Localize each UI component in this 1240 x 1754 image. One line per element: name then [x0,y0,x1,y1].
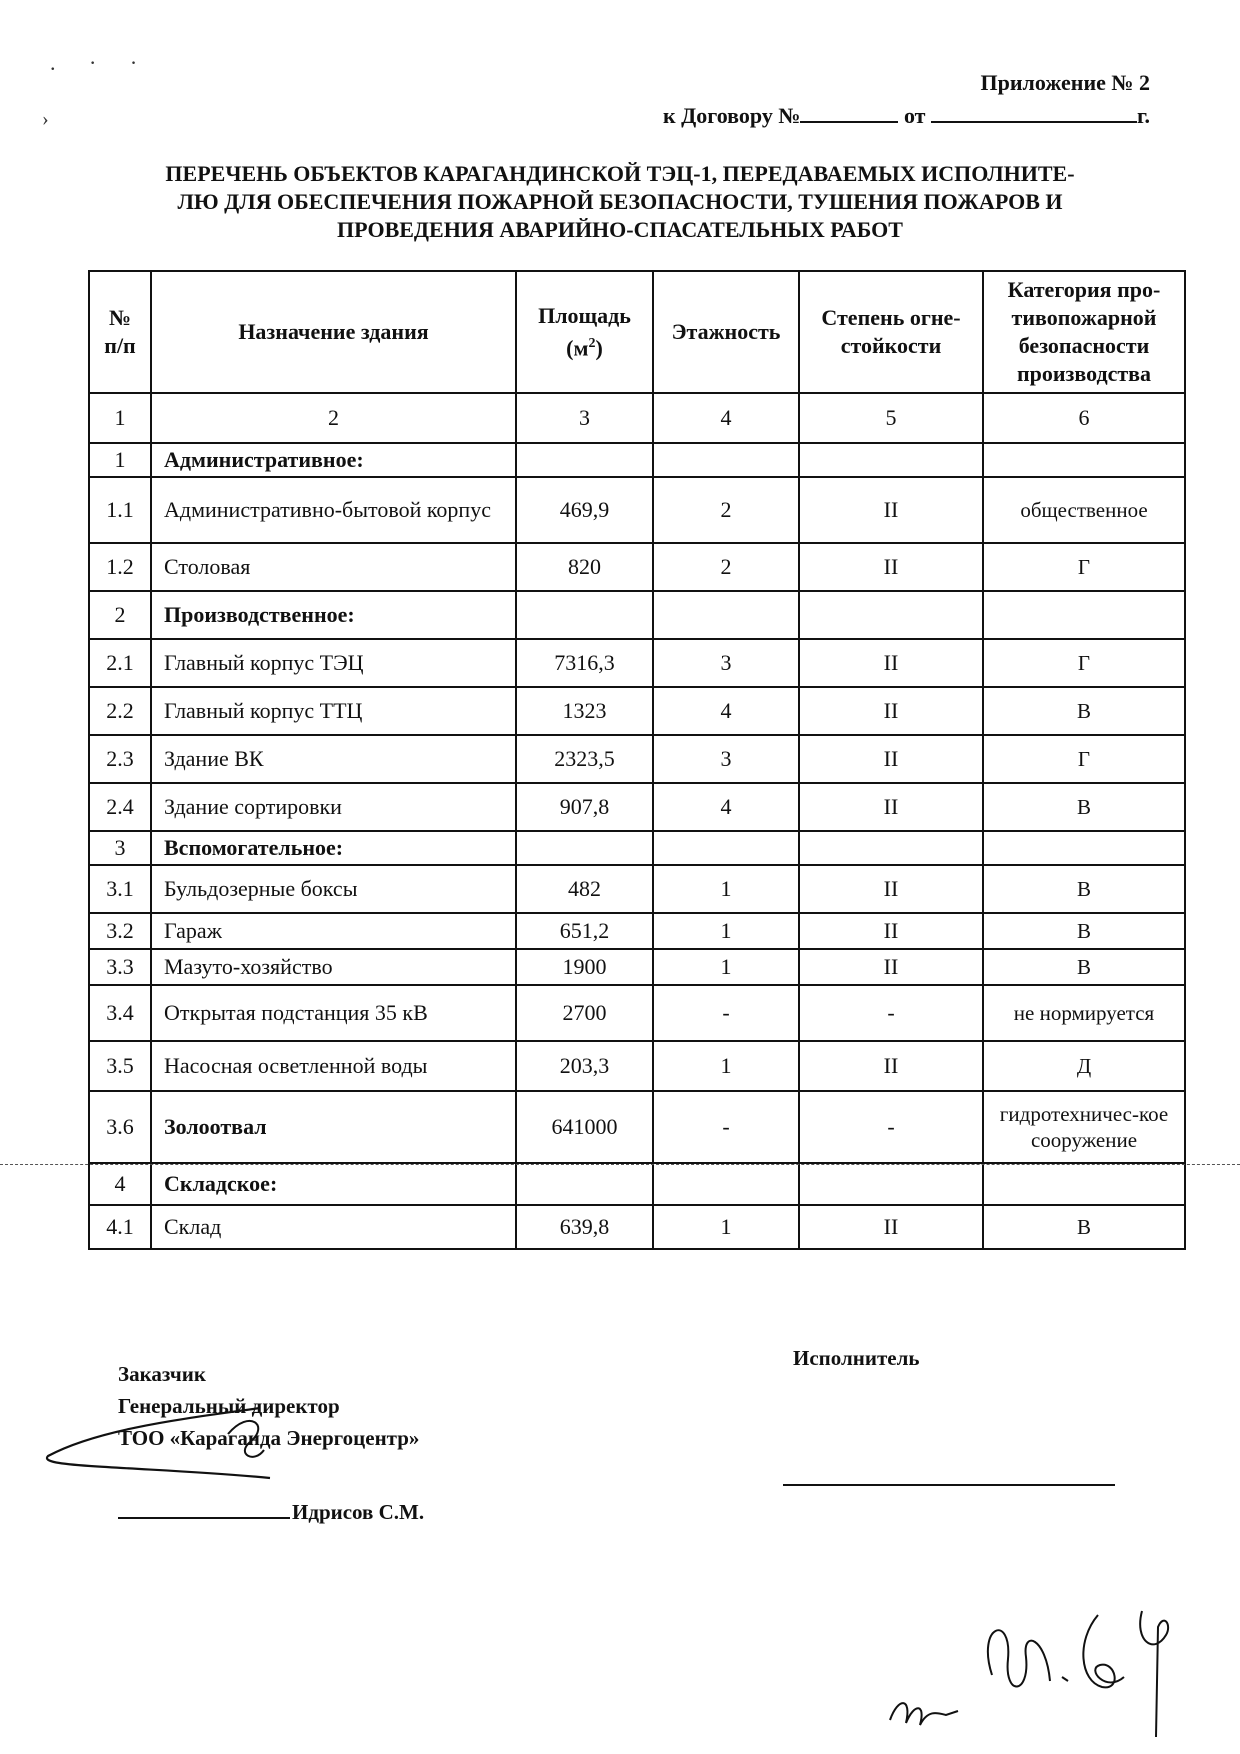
table-section-row [89,1163,1185,1205]
area-cell: 2700 [516,985,653,1041]
floors-cell: 2 [653,477,799,543]
header-fire-category: Категория про- тивопожарной безопасности производства [983,271,1185,393]
building-name-cell: Склад [151,1205,516,1249]
header-building-purpose: Назначение здания [151,271,516,393]
title-line: ПРОВЕДЕНИЯ АВАРИЙНО-СПАСАТЕЛЬНЫХ РАБОТ [337,217,903,242]
fire-category-cell: В [983,913,1185,949]
row-number-cell: 2 [89,591,151,639]
customer-signature-line [118,1500,424,1525]
table-row [89,949,1185,985]
building-name-cell: Открытая подстанция 35 кВ [151,985,516,1041]
fire-category-cell: Г [983,735,1185,783]
row-number-cell: 1 [89,443,151,477]
floors-cell: 1 [653,865,799,913]
title-line: ЛЮ ДЛЯ ОБЕСПЕЧЕНИЯ ПОЖАРНОЙ БЕЗОПАСНОСТИ, ТУШЕНИЯ ПОЖАРОВ И [177,189,1063,214]
column-number: 4 [653,393,799,443]
table-section-row [89,591,1185,639]
fire-category-cell: В [983,1205,1185,1249]
table-row [89,913,1185,949]
building-name-cell: Насосная осветленной воды [151,1041,516,1091]
fire-resistance-cell: II [799,783,983,831]
fire-resistance-cell: II [799,687,983,735]
row-number-cell: 3.2 [89,913,151,949]
building-name-cell: Вспомогательное: [151,831,516,865]
area-cell: 7316,3 [516,639,653,687]
header-fire-resistance: Степень огне- стойкости [799,271,983,393]
objects-table [88,270,1186,1250]
fire-resistance-cell [799,831,983,865]
fire-category-cell: В [983,949,1185,985]
floors-cell: 1 [653,949,799,985]
signature-blank [118,1517,290,1519]
area-cell: 469,9 [516,477,653,543]
appendix-label: Приложение № 2 [980,70,1150,95]
customer-position: Генеральный директор [118,1394,340,1418]
area-cell: 203,3 [516,1041,653,1091]
fire-category-cell: В [983,783,1185,831]
area-cell: 820 [516,543,653,591]
fire-category-cell: Г [983,639,1185,687]
row-number-cell: 1.1 [89,477,151,543]
row-number-cell: 2.3 [89,735,151,783]
fire-resistance-cell: II [799,1205,983,1249]
header-area: Площадь $(м^2)$ [516,271,653,393]
document-title [95,160,1145,244]
floors-cell: 4 [653,687,799,735]
column-number: 1 [89,393,151,443]
building-name-cell: Бульдозерные боксы [151,865,516,913]
fire-resistance-cell [799,443,983,477]
floors-cell [653,591,799,639]
column-number: 6 [983,393,1185,443]
scan-artifact-line [0,1164,1240,1165]
area-cell: 2323,5 [516,735,653,783]
floors-cell: - [653,1091,799,1163]
fire-category-cell: В [983,687,1185,735]
fire-category-cell: Д [983,1041,1185,1091]
table-header-row [89,271,1185,393]
table-row [89,783,1185,831]
building-name-cell: Золоотвал [151,1091,516,1163]
row-number-cell: 4 [89,1163,151,1205]
fire-category-cell: общественное [983,477,1185,543]
row-number-cell: 2.1 [89,639,151,687]
contractor-label: Исполнитель [793,1346,920,1370]
building-name-cell: Главный корпус ТТЦ [151,687,516,735]
fire-resistance-cell: II [799,477,983,543]
table-row [89,1091,1185,1163]
fire-resistance-cell: II [799,543,983,591]
customer-name: Идрисов С.М. [292,1500,425,1524]
header-number: № п/п [89,271,151,393]
objects-table-container [88,270,1184,1250]
building-name-cell: Гараж [151,913,516,949]
fire-resistance-cell: II [799,949,983,985]
contractor-signature-blank [783,1484,1115,1486]
fire-resistance-cell: II [799,913,983,949]
area-cell: 1323 [516,687,653,735]
floors-cell: 3 [653,639,799,687]
fire-resistance-cell: II [799,1041,983,1091]
area-cell [516,1163,653,1205]
row-number-cell: 3.6 [89,1091,151,1163]
header-floors: Этажность [653,271,799,393]
row-number-cell: 2.2 [89,687,151,735]
building-name-cell: Главный корпус ТЭЦ [151,639,516,687]
fire-category-cell: В [983,865,1185,913]
fire-resistance-cell: II [799,865,983,913]
column-number: 5 [799,393,983,443]
row-number-cell: 3 [89,831,151,865]
floors-cell [653,831,799,865]
fire-category-cell: Г [983,543,1185,591]
fire-resistance-cell [799,1163,983,1205]
fire-resistance-cell [799,591,983,639]
floors-cell: 1 [653,1041,799,1091]
fire-category-cell: гидротехничес-кое сооружение [983,1091,1185,1163]
contract-prefix: к Договору № [662,103,801,128]
row-number-cell: 3.1 [89,865,151,913]
area-cell: 641000 [516,1091,653,1163]
fire-category-cell [983,591,1185,639]
area-cell [516,591,653,639]
fire-resistance-cell: II [799,639,983,687]
table-row [89,985,1185,1041]
table-row [89,865,1185,913]
floors-cell: 2 [653,543,799,591]
area-cell: 482 [516,865,653,913]
table-row [89,735,1185,783]
column-number-row [89,393,1185,443]
contract-number-blank [800,103,898,123]
floors-cell: 1 [653,913,799,949]
column-number: 3 [516,393,653,443]
row-number-cell: 3.5 [89,1041,151,1091]
building-name-cell: Складское: [151,1163,516,1205]
contract-reference [663,103,1150,129]
customer-organization: ТОО «Караганда Энергоцентр» [118,1426,420,1450]
fire-resistance-cell: - [799,1091,983,1163]
area-cell: 639,8 [516,1205,653,1249]
fire-category-cell [983,831,1185,865]
fire-category-cell [983,443,1185,477]
floors-cell [653,1163,799,1205]
area-cell [516,831,653,865]
customer-label: Заказчик [118,1362,206,1386]
building-name-cell: Здание ВК [151,735,516,783]
table-section-row [89,443,1185,477]
building-name-cell: Столовая [151,543,516,591]
column-number: 2 [151,393,516,443]
scan-noise: › [42,108,49,130]
row-number-cell: 2.4 [89,783,151,831]
fire-category-cell [983,1163,1185,1205]
floors-cell: 4 [653,783,799,831]
table-body [89,393,1185,1249]
area-cell: 1900 [516,949,653,985]
building-name-cell: Административное: [151,443,516,477]
contract-date-blank [931,103,1137,123]
floors-cell: 3 [653,735,799,783]
area-cell [516,443,653,477]
fire-resistance-cell: - [799,985,983,1041]
area-cell: 651,2 [516,913,653,949]
table-section-row [89,831,1185,865]
area-cell: 907,8 [516,783,653,831]
scan-noise: . · · [50,50,152,75]
approval-signature-scribble [880,1585,1200,1745]
building-name-cell: Административно-бытовой корпус [151,477,516,543]
table-row [89,477,1185,543]
floors-cell: - [653,985,799,1041]
table-row [89,639,1185,687]
contract-year-suffix: г. [1136,103,1150,128]
row-number-cell: 4.1 [89,1205,151,1249]
table-row [89,1205,1185,1249]
fire-category-cell: не нормируется [983,985,1185,1041]
row-number-cell: 3.3 [89,949,151,985]
building-name-cell: Здание сортировки [151,783,516,831]
fire-resistance-cell: II [799,735,983,783]
contract-from-label: от [903,103,926,128]
table-row [89,1041,1185,1091]
floors-cell: 1 [653,1205,799,1249]
table-row [89,687,1185,735]
row-number-cell: 3.4 [89,985,151,1041]
building-name-cell: Мазуто-хозяйство [151,949,516,985]
customer-signature-scribble [40,1380,290,1490]
row-number-cell: 1.2 [89,543,151,591]
floors-cell [653,443,799,477]
title-line: ПЕРЕЧЕНЬ ОБЪЕКТОВ КАРАГАНДИНСКОЙ ТЭЦ-1, ПЕРЕДАВАЕМЫХ ИСПОЛНИТЕ- [165,161,1075,186]
building-name-cell: Производственное: [151,591,516,639]
table-row [89,543,1185,591]
